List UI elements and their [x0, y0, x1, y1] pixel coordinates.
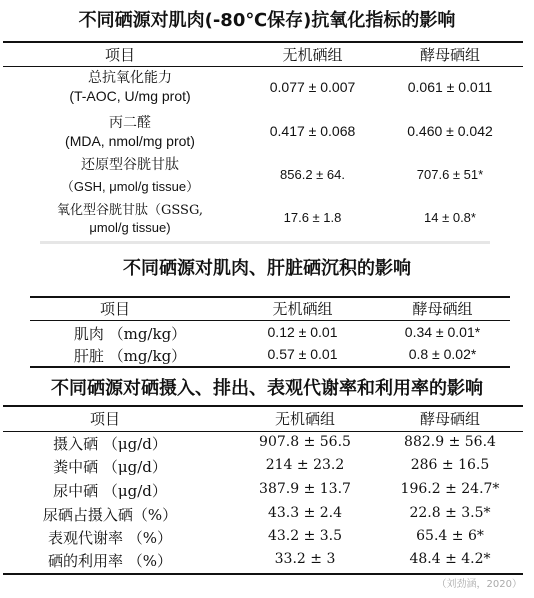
table3-title: 不同硒源对硒摄入、排出、表观代谢率和利用率的影响 [51, 378, 483, 399]
table3-row-name: 尿中硒 （μg/d） [53, 482, 167, 500]
table1-title: 不同硒源对肌肉(-80℃保存)抗氧化指标的影响 [78, 10, 456, 31]
table1-row-name-line1: 丙二醛 [109, 115, 151, 131]
table1-row-name-line2: μmol/g tissue) [89, 220, 171, 235]
table1-row-name-line2: (T-AOC, U/mg prot) [69, 88, 191, 104]
table1-row-inorganic: 17.6 ± 1.8 [283, 210, 342, 225]
table1-row-name-line1: 氧化型谷胱甘肽（GSSG, [56, 203, 204, 218]
table1-top-rule [3, 41, 523, 43]
table3-row-inorganic: 43.3 ± 2.4 [267, 505, 343, 521]
table3-row-inorganic: 387.9 ± 13.7 [259, 481, 351, 497]
table2-header-yeast: 酵母硒组 [412, 300, 473, 318]
table3-row-inorganic: 33.2 ± 3 [274, 551, 336, 567]
table3-row-yeast: 882.9 ± 56.4 [404, 434, 496, 450]
table3-row-yeast: 196.2 ± 24.7* [400, 481, 500, 497]
table2-header-inorganic: 无机硒组 [272, 300, 333, 318]
source-citation: （刘劲涵，2020） [436, 579, 522, 590]
table3-row-yeast: 65.4 ± 6* [416, 528, 484, 544]
table3-row-name: 表观代谢率 （%） [47, 529, 173, 547]
table1-row-inorganic: 0.417 ± 0.068 [269, 123, 356, 139]
table3-header-yeast: 酵母硒组 [419, 410, 480, 428]
table1-header-item: 项目 [104, 46, 135, 64]
table1-row-yeast: 0.460 ± 0.042 [407, 123, 493, 139]
table1-row-yeast: 14 ± 0.8* [424, 210, 476, 225]
table1-row-yeast: 707.6 ± 51* [416, 167, 484, 182]
table2-row-yeast: 0.8 ± 0.02* [408, 346, 477, 362]
table3-row-yeast: 22.8 ± 3.5* [409, 505, 491, 521]
table3-row-name: 硒的利用率 （%） [47, 552, 173, 570]
table2-row-inorganic: 0.57 ± 0.01 [267, 346, 338, 362]
table1-row-yeast: 0.061 ± 0.011 [407, 79, 493, 95]
table2-row-inorganic: 0.12 ± 0.01 [267, 324, 338, 340]
table3-header-inorganic: 无机硒组 [274, 410, 335, 428]
table3-header-item: 项目 [89, 410, 120, 428]
table1-row-name-line2: （GSH, μmol/g tissue） [60, 179, 200, 194]
table3-top-rule [3, 405, 523, 407]
table3-row-yeast: 48.4 ± 4.2* [409, 551, 491, 567]
table1-row-inorganic: 0.077 ± 0.007 [269, 79, 356, 95]
table1-header-inorganic: 无机硒组 [282, 46, 343, 64]
table1-row-name-line2: (MDA, nmol/mg prot) [65, 133, 195, 149]
table1-row-inorganic: 856.2 ± 64. [280, 167, 345, 182]
table2-header-item: 项目 [99, 300, 130, 318]
table2-title: 不同硒源对肌肉、肝脏硒沉积的影响 [123, 258, 411, 279]
table1-header-yeast: 酵母硒组 [419, 46, 480, 64]
table2-bottom-rule [30, 366, 510, 368]
table1-row-name-line1: 还原型谷胱甘肽 [81, 157, 179, 173]
table3-header-rule [3, 431, 523, 432]
table1-row-name-line1: 总抗氧化能力 [88, 70, 172, 86]
table3-row-name: 粪中硒 （μg/d） [53, 458, 167, 476]
table2-row-name: 肝脏 （mg/kg） [73, 347, 187, 365]
section-divider [0, 244, 534, 250]
table2-header-rule [30, 320, 510, 321]
table2-row-name: 肌肉 （mg/kg） [73, 325, 187, 343]
table3-row-name: 尿硒占摄入硒（%） [42, 506, 178, 524]
table2-row-yeast: 0.34 ± 0.01* [404, 324, 481, 340]
table3-row-inorganic: 43.2 ± 3.5 [267, 528, 343, 544]
table3-row-inorganic: 907.8 ± 56.5 [259, 434, 351, 450]
table3-row-inorganic: 214 ± 23.2 [265, 457, 345, 473]
table3-row-name: 摄入硒 （μg/d） [53, 435, 167, 453]
table3-row-yeast: 286 ± 16.5 [410, 457, 490, 473]
